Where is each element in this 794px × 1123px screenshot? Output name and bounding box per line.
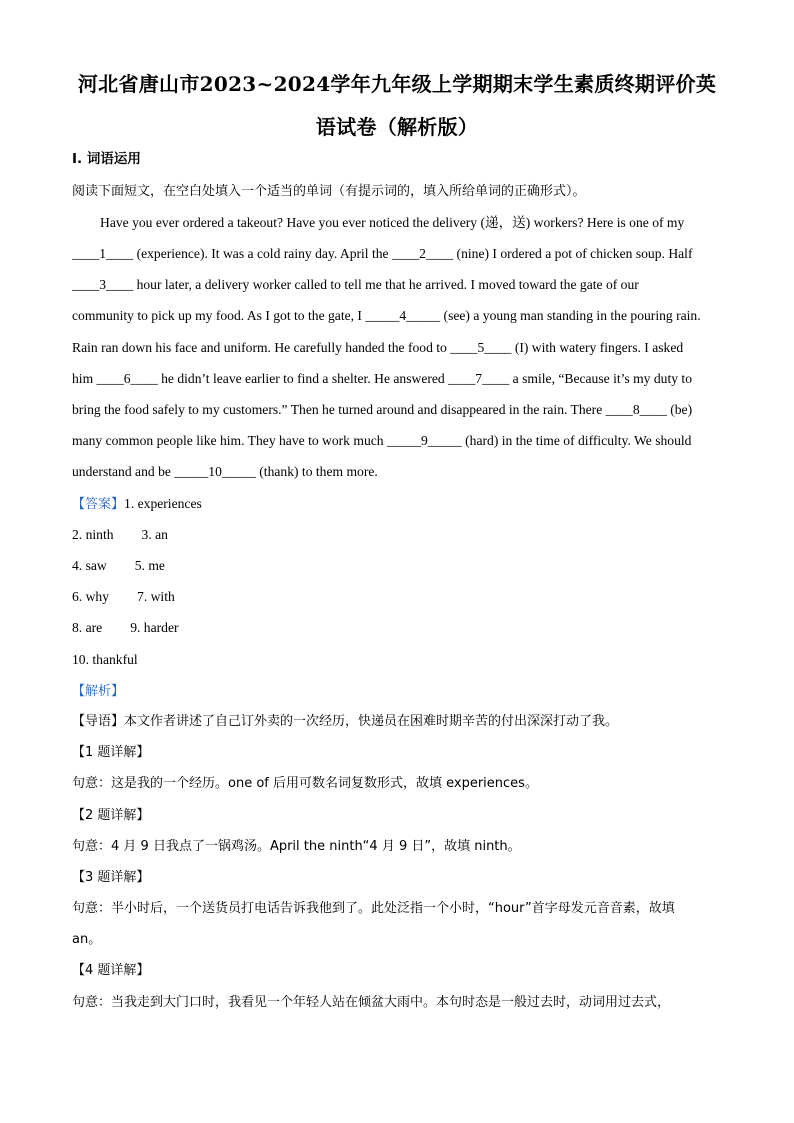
- blank-1: ____1____: [72, 246, 134, 261]
- blank-5: ____5____: [450, 340, 512, 355]
- answer-3: 3. an: [141, 527, 168, 542]
- answer-10: 10. thankful: [72, 652, 138, 667]
- passage-text: him: [72, 371, 97, 386]
- answer-row-5: [72, 619, 722, 637]
- passage-text: (see) a young man standing in the pouring rain.: [440, 308, 701, 323]
- passage-text: bring the food safely to my customers.” Then he turned around and disappeared in the rain. There: [72, 402, 606, 417]
- passage-line-1: [72, 214, 750, 232]
- answer-row-1: [72, 495, 722, 514]
- q3-detail-line-2: an。: [72, 932, 102, 947]
- q4-detail: 句意：当我走到大门口时，我看见一个年轻人站在倾盆大雨中。本句时态是一般过去时，动词用过去式，: [72, 995, 671, 1010]
- document-title-line-1: 河北省唐山市2023~2024学年九年级上学期期末学生素质终期评价英: [77, 72, 717, 96]
- intro-text: 本文作者讲述了自己订外卖的一次经历，快递员在困难时期辛苦的付出深深打动了我。: [124, 714, 619, 729]
- passage-line-2: [72, 245, 722, 263]
- analysis-tag-line: [72, 682, 722, 701]
- passage-text: hour later, a delivery worker called to tell me that he arrived. I moved toward the gate of our: [133, 277, 639, 292]
- blank-9: _____9_____: [386, 433, 462, 448]
- blank-7: ____7____: [448, 371, 510, 386]
- q3-heading: 【3 题详解】: [72, 870, 150, 885]
- answer-5: 5. me: [134, 558, 165, 573]
- answer-row-6: [72, 651, 722, 669]
- blank-4: _____4_____: [365, 308, 441, 323]
- answer-9: 9. harder: [130, 620, 179, 635]
- passage-line-7: [72, 401, 722, 419]
- section-heading: I. 词语运用: [72, 151, 141, 167]
- passage-text: community to pick up my food. As I got to the gate, I: [72, 308, 366, 323]
- document-title-line-2: 语试卷（解析版）: [315, 115, 479, 139]
- passage-text: understand and be: [72, 464, 175, 479]
- passage-line-9: [72, 463, 722, 481]
- q2-detail: 句意：4 月 9 日我点了一锅鸡汤。April the ninth“4 月 9 日”，故填 ninth。: [72, 839, 521, 854]
- answer-1: 1. experiences: [124, 496, 202, 511]
- answer-8: 8. are: [72, 620, 103, 635]
- analysis-intro: [72, 713, 722, 731]
- passage-line-5: [72, 339, 722, 357]
- blank-10: _____10_____: [174, 464, 256, 479]
- section-instruction: 阅读下面短文，在空白处填入一个适当的单词（有提示词的，填入所给单词的正确形式）。: [72, 184, 586, 199]
- passage-text: Rain ran down his face and uniform. He carefully handed the food to: [72, 340, 451, 355]
- analysis-tag: 【解析】: [72, 684, 125, 699]
- passage-text: (I) with watery fingers. I asked: [511, 340, 684, 355]
- answer-tag: 【答案】: [72, 497, 125, 512]
- passage-line-8: [72, 432, 722, 450]
- passage-line-6: [72, 370, 722, 388]
- passage-line-4: [72, 307, 722, 325]
- answer-4: 4. saw: [72, 558, 107, 573]
- q2-heading: 【2 题详解】: [72, 808, 150, 823]
- answer-row-4: [72, 588, 722, 606]
- q4-heading: 【4 题详解】: [72, 963, 150, 978]
- intro-tag: 【导语】: [72, 714, 125, 729]
- passage-text: he didn’t leave earlier to find a shelter. He answered: [157, 371, 449, 386]
- passage-text: (thank) to them more.: [255, 464, 378, 479]
- answer-7: 7. with: [137, 589, 175, 604]
- passage-text: (nine) I ordered a pot of chicken soup. Half: [453, 246, 693, 261]
- passage-text: Have you ever ordered a takeout? Have you ever noticed the delivery (递，送) workers? Here is one of my: [100, 215, 685, 230]
- passage-text: (experience). It was a cold rainy day. April the: [133, 246, 392, 261]
- passage-text: (be): [666, 402, 693, 417]
- q1-detail: 句意：这是我的一个经历。one of 后用可数名词复数形式，故填 experiences。: [72, 776, 538, 791]
- blank-8: ____8____: [605, 402, 667, 417]
- answer-6: 6. why: [72, 589, 110, 604]
- passage-text: many common people like him. They have to work much: [72, 433, 387, 448]
- passage-line-3: [72, 276, 722, 294]
- blank-2: ____2____: [391, 246, 454, 261]
- blank-3: ____3____: [72, 277, 134, 292]
- q3-detail-line-1: 句意：半小时后，一个送货员打电话告诉我他到了。此处泛指一个小时，“hour”首字母发元音音素，故填: [72, 901, 675, 916]
- answer-row-2: [72, 526, 722, 544]
- q1-heading: 【1 题详解】: [72, 745, 150, 760]
- blank-6: ____6____: [96, 371, 158, 386]
- answer-row-3: [72, 557, 722, 575]
- passage-text: (hard) in the time of difficulty. We should: [461, 433, 692, 448]
- passage-text: a smile, “Because it’s my duty to: [509, 371, 693, 386]
- answer-2: 2. ninth: [72, 527, 114, 542]
